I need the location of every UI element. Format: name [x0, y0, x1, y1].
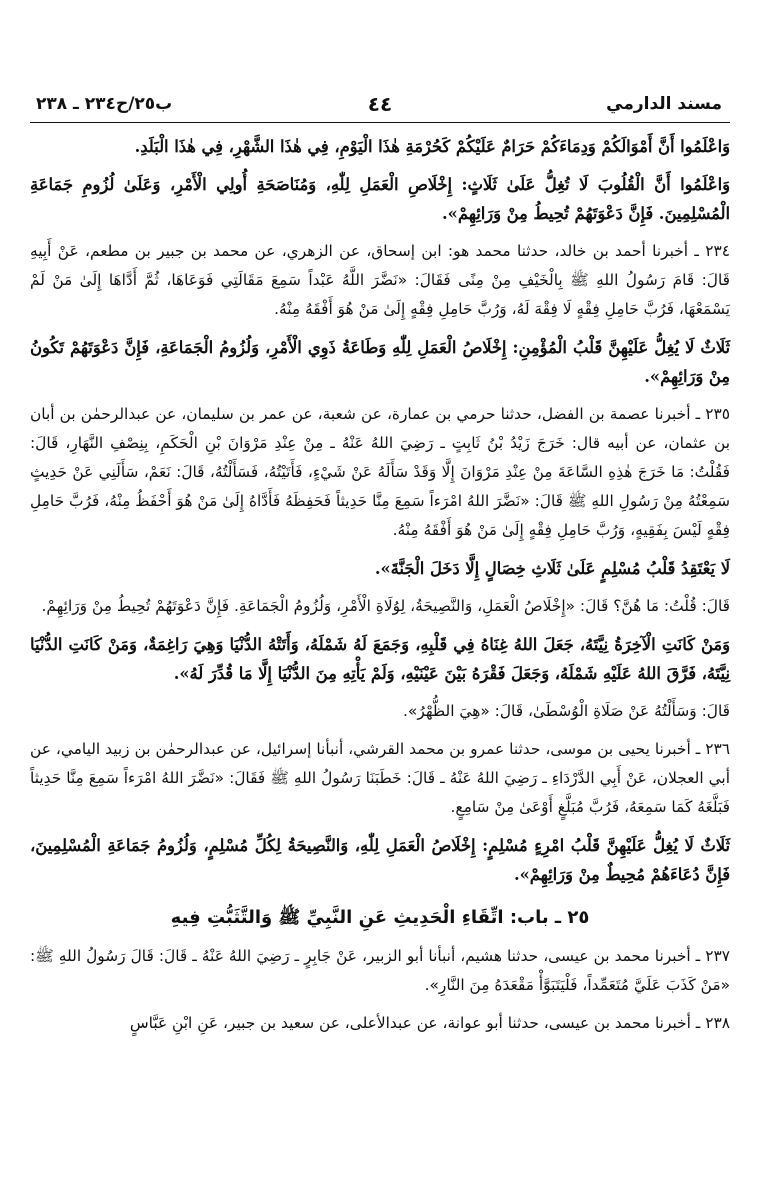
page-body [30, 132, 730, 1047]
chapter-heading: ٢٥ ـ باب: اتِّقَاءِ الْحَدِيثِ عَنِ النَّبِيِّ ﷺ وَالتَّثَبُّتِ فِيهِ [170, 907, 590, 928]
hadith-237: ٢٣٧ ـ أخبرنا محمد بن عيسى، حدثنا هشيم، أنبأنا أبو الزبير، عَنْ جَابِرٍ ـ رَضِيَ اللهُ عَنْهُ ـ قَالَ: قَالَ رَسُولُ اللهِ ﷺ: «مَنْ كَذَبَ عَلَيَّ مُتَعَمِّداً، فَلْيَتَبَوَّأْ مَقْعَدَهُ مِنَ النَّارِ». [30, 947, 730, 994]
hadith-235: ٢٣٥ ـ أخبرنا عصمة بن الفضل، حدثنا حرمي بن عمارة، عن شعبة، عن عمر بن سليمان، عن عبدالرحمٰن بن أبان بن عثمان، عن أبيه قال: خَرَجَ زَيْدُ بْنُ ثَابِتٍ ـ رَضِيَ اللهُ عَنْهُ ـ مِنْ عِنْدِ مَرْوَانَ بْنِ الْحَكَمِ، بِنِصْفِ النَّهَارِ، قَالَ: فَقُلْتُ: مَا خَرَجَ هٰذِهِ السَّاعَةَ مِنْ عِنْدِ مَرْوَانَ إِلَّا وَقَدْ سَأَلَهُ عَنْ شَيْءٍ، فَأَتَيْتُهُ، فَسَأَلْتُهُ، قَالَ: نَعَمْ، سَأَلَنِي عَنْ حَدِيثٍ سَمِعْتُهُ مِنْ رَسُولِ اللهِ ﷺ قَالَ: «نَضَّرَ اللهُ امْرَءاً سَمِعَ مِنَّا حَدِيثاً فَحَفِظَهُ فَأَدَّاهُ إِلَىٰ مَنْ هُوَ أَحْفَظُ مِنْهُ، فَرُبَّ حَامِلِ فِقْهٍ لَيْسَ بِفَقِيهٍ، وَرُبَّ حَامِلِ فِقْهٍ إِلَىٰ مَنْ هُوَ أَفْقَهُ مِنْهُ. [30, 405, 730, 539]
paragraph: وَاعْلَمُوا أَنَّ أَمْوَالَكُمْ وَدِمَاءَكُمْ حَرَامٌ عَلَيْكُمْ كَحُرْمَةِ هٰذَا الْيَوْمِ، فِي هٰذَا الشَّهْرِ، فِي هٰذَا الْبَلَدِ. [134, 137, 730, 156]
hadith-234: ٢٣٤ ـ أخبرنا أحمد بن خالد، حدثنا محمد هو: ابن إسحاق، عن الزهري، عن محمد بن جبير بن مطعم، عَنْ أَبِيهِ قَالَ: قَامَ رَسُولُ اللهِ ﷺ بِالْخَيْفِ مِنْ مِنًى فَقَالَ: «نَضَّرَ اللَّهُ عَبْداً سَمِعَ مَقَالَتِي فَوَعَاهَا، ثُمَّ أَدَّاهَا إِلَىٰ مَنْ لَمْ يَسْمَعْهَا، فَرُبَّ حَامِلِ فِقْهٍ لَا فِقْهَ لَهُ، وَرُبَّ حَامِلِ فِقْهٍ إِلَىٰ مَنْ هُوَ أَفْقَهُ مِنْهُ. [30, 242, 730, 318]
page-header [30, 88, 730, 123]
paragraph: قَالَ: وَسَأَلْتُهُ عَنْ صَلَاةِ الْوُسْطَىٰ، قَالَ: «هِيَ الظُّهْرُ». [403, 702, 730, 720]
book-title: مسند الدارمي [606, 94, 722, 114]
page-number: ٤٤ [367, 92, 393, 116]
paragraph: وَمَنْ كَانَتِ الْآخِرَةُ نِيَّتَهُ، جَعَلَ اللهُ غِنَاهُ فِي قَلْبِهِ، وَجَمَعَ لَهُ شَمْلَهُ، وَأَتَتْهُ الدُّنْيَا وَهِيَ رَاغِمَةٌ، وَمَنْ كَانَتِ الدُّنْيَا نِيَّتَهُ، فَرَّقَ اللهُ عَلَيْهِ شَمْلَهُ، وَجَعَلَ فَقْرَهُ بَيْنَ عَيْنَيْهِ، وَلَمْ يَأْتِهِ مِنَ الدُّنْيَا إِلَّا مَا قُدِّرَ لَهُ». [30, 635, 730, 683]
paragraph: قَالَ: قُلْتُ: مَا هُنَّ؟ قَالَ: «إِخْلَاصُ الْعَمَلِ، وَالنَّصِيحَةُ، لِوُلَاةِ الْأَمْرِ، وَلُزُومُ الْجَمَاعَةِ. فَإِنَّ دَعْوَتَهُمْ تُحِيطُ مِنْ وَرَائِهِمْ. [41, 597, 730, 615]
paragraph: وَاعْلَمُوا أَنَّ الْقُلُوبَ لَا تُغِلُّ عَلَىٰ ثَلَاثٍ: إِخْلَاصِ الْعَمَلِ لِلّٰهِ، وَمُنَاصَحَةِ أُولِي الْأَمْرِ، وَعَلَىٰ لُزُومِ جَمَاعَةِ الْمُسْلِمِينَ. فَإِنَّ دَعْوَتَهُمْ تُحِيطُ مِنْ وَرَائِهِمْ». [30, 175, 730, 223]
hadith-range: ب٢٥/ح٢٣٤ ـ ٢٣٨ [36, 94, 173, 114]
paragraph: ثَلَاثٌ لَا يُغِلُّ عَلَيْهِنَّ قَلْبُ امْرِءٍ مُسْلِمٍ: إِخْلَاصُ الْعَمَلِ لِلّٰهِ، وَالنَّصِيحَةُ لِكُلِّ مُسْلِمٍ، وَلُزُومُ جَمَاعَةِ الْمُسْلِمِينَ، فَإِنَّ دُعَاءَهُمْ مُحِيطٌ مِنْ وَرَائِهِمْ». [30, 836, 730, 884]
hadith-238: ٢٣٨ ـ أخبرنا محمد بن عيسى، حدثنا أبو عوانة، عن عبدالأعلى، عن سعيد بن جبير، عَنِ ابْنِ عَبَّاسٍ [129, 1014, 730, 1032]
paragraph: ثَلَاثٌ لَا يُغِلُّ عَلَيْهِنَّ قَلْبُ الْمُؤْمِنِ: إِخْلَاصُ الْعَمَلِ لِلّٰهِ وَطَاعَةُ ذَوِي الْأَمْرِ، وَلُزُومُ الْجَمَاعَةِ، فَإِنَّ دَعْوَتَهُمْ تَكُونُ مِنْ وَرَائِهِمْ». [30, 338, 730, 386]
paragraph: لَا يَعْتَقِدُ قَلْبُ مُسْلِمٍ عَلَىٰ ثَلَاثِ خِصَالٍ إِلَّا دَخَلَ الْجَنَّةَ». [374, 559, 730, 578]
book-page [30, 0, 730, 1194]
hadith-236: ٢٣٦ ـ أخبرنا يحيى بن موسى، حدثنا عمرو بن محمد القرشي، أنبأنا إسرائيل، عن عبدالرحمٰن بن زبيد اليامي، عن أبي العجلان، عَنْ أَبِي الدَّرْدَاءِ ـ رَضِيَ اللهُ عَنْهُ ـ قَالَ: خَطَبَنَا رَسُولُ اللهِ ﷺ فَقَالَ: «نَضَّرَ اللهُ امْرَءاً سَمِعَ مِنَّا حَدِيثاً فَبَلَّغَهُ كَمَا سَمِعَهُ، فَرُبَّ مُبَلَّغٍ أَوْعَىٰ مِنْ سَامِعٍ. [30, 740, 730, 816]
